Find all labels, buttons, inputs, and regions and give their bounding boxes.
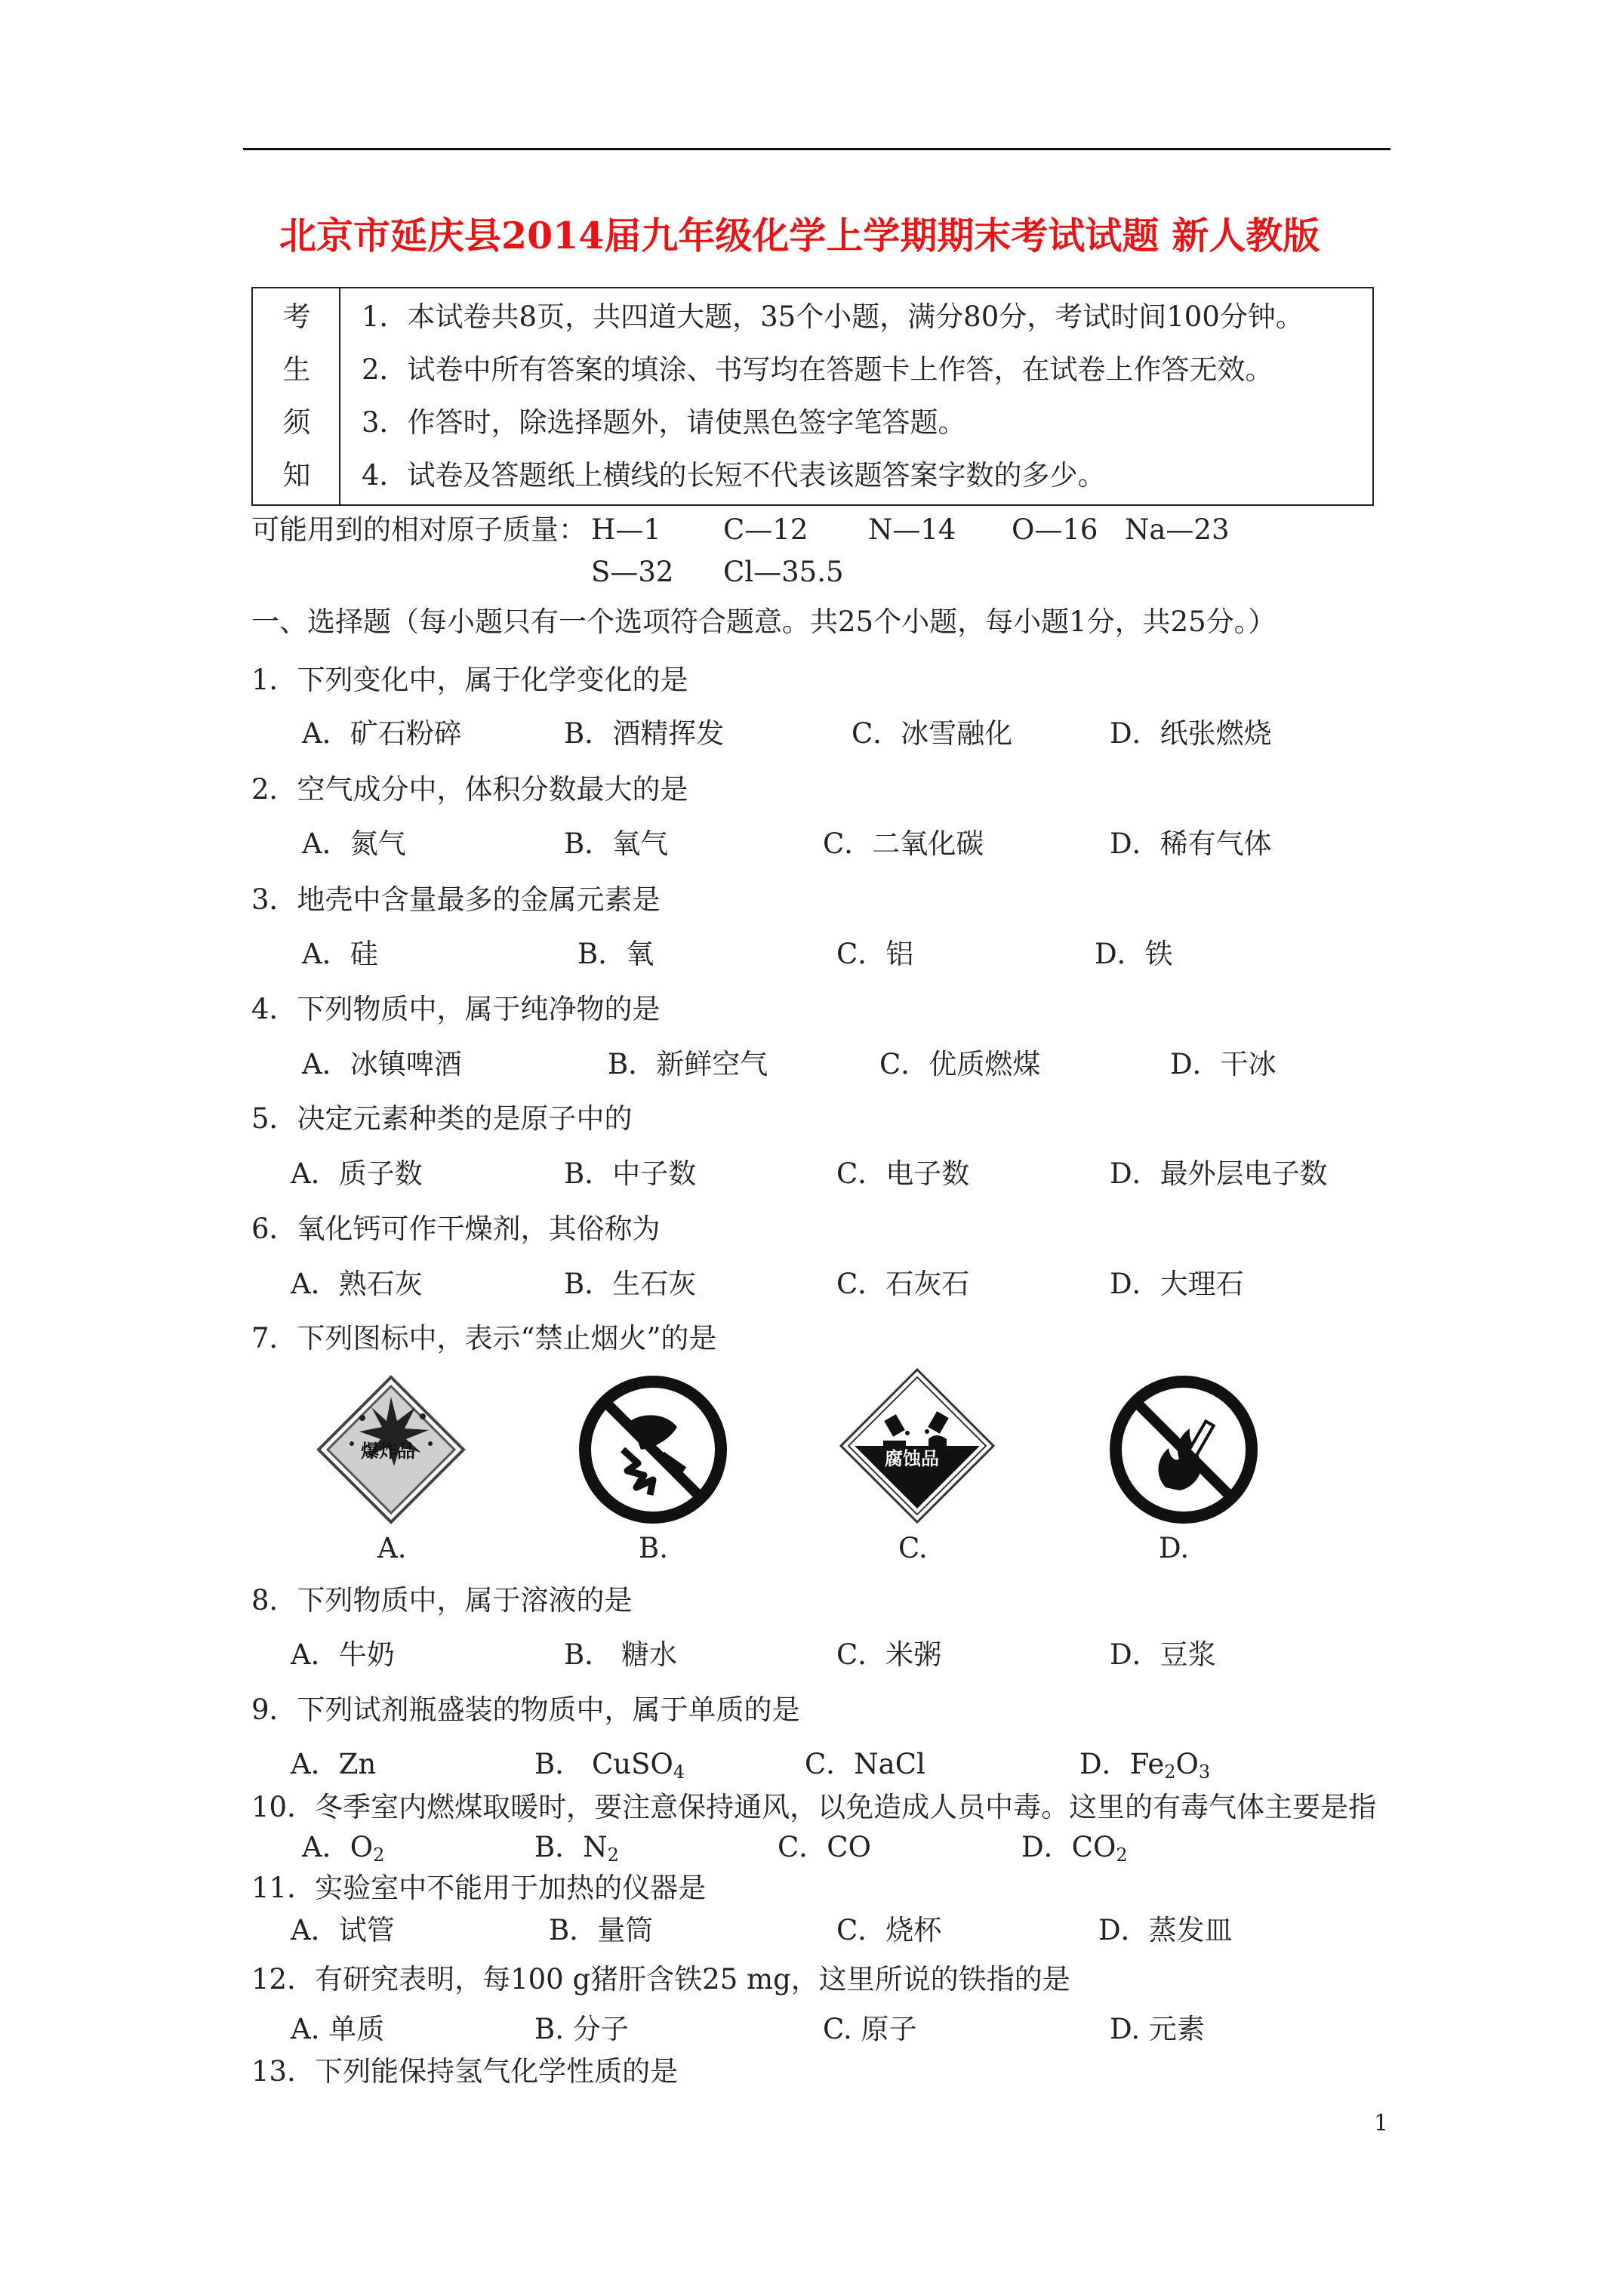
option-b[interactable]: B.	[639, 1532, 668, 1564]
subscript: 4	[673, 1761, 685, 1783]
option-text: B．N	[534, 1831, 608, 1863]
question-stem: 5．决定元素种类的是原子中的	[251, 1102, 633, 1135]
question-stem: 13．下列能保持氢气化学性质的是	[251, 2055, 679, 2088]
notice-item: 1．本试卷共8页，共四道大题，35个小题，满分80分，考试时间100分钟。	[362, 300, 1304, 333]
question-stem: 6．氧化钙可作干燥剂，其俗称为	[251, 1213, 661, 1245]
option-a[interactable]: A．Zn	[291, 1748, 377, 1780]
option-c[interactable]: C．优质燃煤	[879, 1048, 1041, 1080]
option-d[interactable]: D．铁	[1095, 938, 1173, 970]
question-stem: 1．下列变化中，属于化学变化的是	[251, 664, 688, 696]
subscript: 2	[1116, 1845, 1128, 1866]
notice-label-char: 知	[282, 459, 311, 492]
option-c[interactable]: C．CO	[778, 1831, 871, 1863]
option-a[interactable]: A．熟石灰	[291, 1268, 423, 1300]
option-a[interactable]: A．冰镇啤酒	[302, 1048, 462, 1080]
option-c[interactable]: C．NaCl	[805, 1748, 925, 1780]
option-d[interactable]: D．干冰	[1170, 1048, 1277, 1080]
option-c[interactable]: C.	[898, 1532, 928, 1564]
option-c[interactable]: C．烧杯	[836, 1914, 942, 1946]
option-b[interactable]: B．中子数	[564, 1157, 697, 1190]
atomic-mass-value: O—16	[1012, 513, 1098, 546]
top-rule	[243, 148, 1390, 150]
option-d[interactable]	[1021, 1831, 1128, 1864]
option-b[interactable]: B．新鲜空气	[608, 1048, 768, 1080]
notice-box	[251, 287, 1374, 506]
notice-item: 2．试卷中所有答案的填涂、书写均在答题卡上作答，在试卷上作答无效。	[362, 353, 1273, 386]
question-stem: 2．空气成分中，体积分数最大的是	[251, 773, 688, 806]
option-d[interactable]: D．豆浆	[1110, 1638, 1216, 1671]
option-a[interactable]: A．硅	[302, 938, 378, 970]
option-b[interactable]	[534, 1748, 685, 1781]
option-a[interactable]: A．矿石粉碎	[302, 717, 462, 750]
notice-item: 4．试卷及答题纸上横线的长短不代表该题答案字数的多少。	[362, 459, 1106, 492]
option-b[interactable]: B． 糖水	[564, 1638, 677, 1671]
page-title: 北京市延庆县2014届九年级化学上学期期末考试试题 新人教版	[279, 214, 1320, 257]
option-d[interactable]: D．大理石	[1110, 1268, 1244, 1300]
notice-label-column	[253, 288, 340, 504]
atomic-mass-label: 可能用到的相对原子质量：	[251, 513, 587, 546]
option-d[interactable]: D．稀有气体	[1110, 827, 1272, 860]
sign-label: 腐蚀品	[885, 1448, 939, 1469]
option-text: B． CuSO	[534, 1748, 673, 1780]
option-a[interactable]: A. 单质	[291, 2013, 385, 2045]
option-b[interactable]: B. 分子	[534, 2013, 629, 2045]
atomic-mass-value: N—14	[868, 513, 956, 546]
no-fire-sign-icon[interactable]	[1108, 1374, 1259, 1525]
option-text: D．Fe	[1079, 1748, 1165, 1780]
option-c[interactable]: C. 原子	[823, 2013, 917, 2045]
option-a[interactable]: A．氮气	[302, 827, 406, 860]
subscript: 2	[373, 1845, 385, 1866]
option-a[interactable]: A.	[377, 1532, 407, 1564]
option-a[interactable]: A．质子数	[291, 1157, 423, 1190]
option-a[interactable]	[302, 1831, 384, 1864]
option-c[interactable]: C．铝	[836, 938, 914, 970]
option-d[interactable]: D．纸张燃烧	[1110, 717, 1272, 750]
option-b[interactable]: B．生石灰	[564, 1268, 697, 1300]
subscript: 2	[1164, 1761, 1176, 1783]
atomic-mass-value: H—1	[591, 513, 661, 546]
atomic-mass-value: S—32	[591, 556, 674, 588]
option-d[interactable]: D. 元素	[1110, 2013, 1205, 2045]
option-b[interactable]: B．酒精挥发	[564, 717, 725, 750]
option-c[interactable]: C．冰雪融化	[852, 717, 1013, 750]
atomic-mass-value: Cl—35.5	[723, 556, 844, 588]
notice-item: 3．作答时，除选择题外，请使黑色签字笔答题。	[362, 406, 966, 439]
subscript: 2	[607, 1845, 619, 1866]
option-a[interactable]: A．牛奶	[291, 1638, 395, 1671]
question-stem: 12．有研究表明，每100 g猪肝含铁25 mg，这里所说的铁指的是	[251, 1963, 1070, 1996]
option-c[interactable]: C．二氧化碳	[823, 827, 984, 860]
question-stem: 7．下列图标中，表示“禁止烟火”的是	[251, 1322, 717, 1354]
question-stem: 8．下列物质中，属于溶液的是	[251, 1584, 633, 1616]
question-stem: 9．下列试剂瓶盛装的物质中，属于单质的是	[251, 1693, 800, 1726]
option-b[interactable]	[534, 1831, 619, 1864]
option-c[interactable]: C．米粥	[836, 1638, 942, 1671]
question-stem: 4．下列物质中，属于纯净物的是	[251, 993, 661, 1025]
no-smoking-sign-icon[interactable]	[577, 1374, 728, 1525]
option-b[interactable]: B．量筒	[549, 1914, 654, 1946]
option-text: D．CO	[1021, 1831, 1116, 1863]
option-b[interactable]: B．氧气	[564, 827, 669, 860]
notice-label-char: 生	[282, 353, 311, 386]
question-stem: 10．冬季室内燃煤取暖时，要注意保持通风，以免造成人员中毒。这里的有毒气体主要是指	[251, 1791, 1377, 1823]
notice-label-char: 考	[282, 300, 311, 333]
option-text: O	[1175, 1748, 1199, 1780]
page-number: 1	[1374, 2110, 1389, 2137]
option-d[interactable]: D.	[1159, 1532, 1190, 1564]
option-c[interactable]: C．石灰石	[836, 1268, 970, 1300]
option-text: A．O	[302, 1831, 374, 1863]
option-d[interactable]	[1079, 1748, 1210, 1781]
option-d[interactable]: D．最外层电子数	[1110, 1157, 1328, 1190]
atomic-mass-value: C—12	[723, 513, 808, 546]
atomic-mass-value: Na—23	[1125, 513, 1230, 546]
notice-label-char: 须	[282, 406, 311, 439]
section-heading: 一、选择题（每小题只有一个选项符合题意。共25个小题，每小题1分，共25分。）	[251, 606, 1277, 638]
option-b[interactable]: B．氧	[577, 938, 654, 970]
option-c[interactable]: C．电子数	[836, 1157, 970, 1190]
subscript: 3	[1198, 1761, 1211, 1783]
question-stem: 3．地壳中含量最多的金属元素是	[251, 883, 661, 916]
question-stem: 11．实验室中不能用于加热的仪器是	[251, 1872, 707, 1904]
sign-label: 爆炸品	[361, 1441, 415, 1462]
option-d[interactable]: D．蒸发皿	[1098, 1914, 1233, 1946]
option-a[interactable]: A．试管	[291, 1914, 395, 1946]
